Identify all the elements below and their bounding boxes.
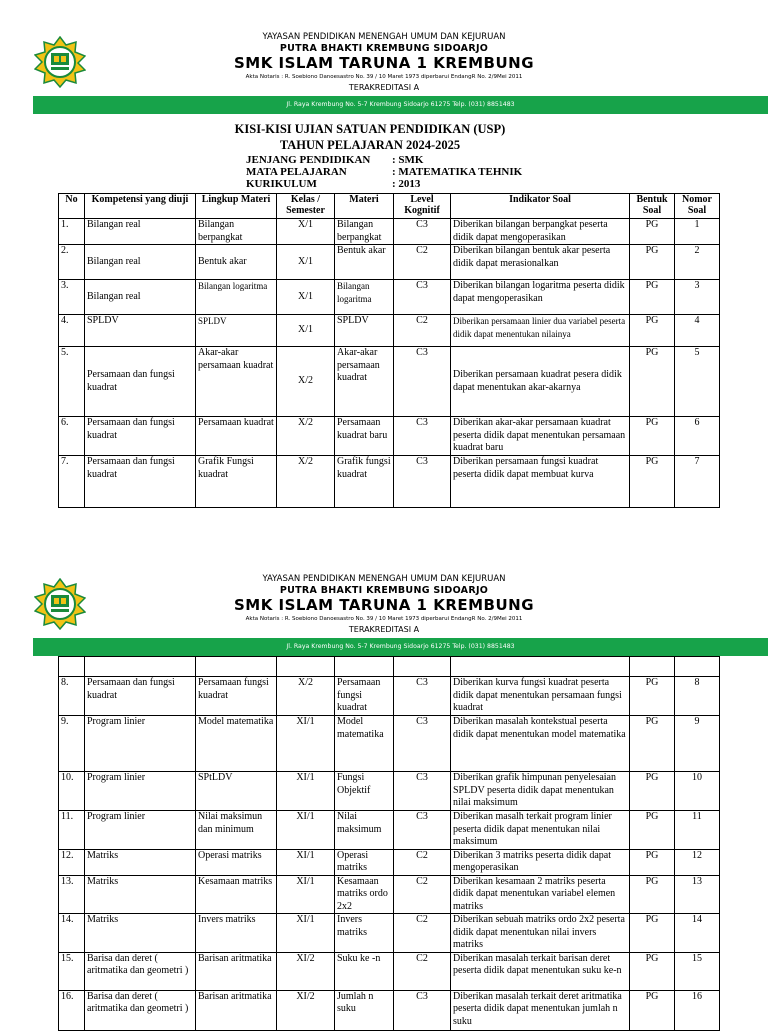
table-row bbox=[59, 716, 720, 772]
cell-kelas: X/2 bbox=[277, 347, 335, 417]
table-row bbox=[59, 914, 720, 953]
cell-materi: Bilangan logaritma bbox=[335, 280, 394, 315]
cell-level: C2 bbox=[394, 875, 451, 914]
cell-lingkup: Barisan aritmatika bbox=[196, 952, 277, 990]
cell-kelas: X/1 bbox=[277, 280, 335, 315]
col-header: Materi bbox=[335, 194, 394, 219]
cell-kompetensi: Bilangan real bbox=[85, 245, 196, 280]
meta-key: KURIKULUM bbox=[246, 178, 317, 190]
cell-kompetensi: Persamaan dan fungsi kuadrat bbox=[85, 677, 196, 716]
cell-kompetensi: Program linier bbox=[85, 811, 196, 850]
cell-lingkup: Kesamaan matriks bbox=[196, 875, 277, 914]
cell-materi: SPLDV bbox=[335, 315, 394, 347]
cell-lingkup: Operasi matriks bbox=[196, 849, 277, 875]
cell-kelas: X/1 bbox=[277, 245, 335, 280]
cell-bentuk: PG bbox=[630, 315, 675, 347]
meta-value: : 2013 bbox=[392, 178, 421, 190]
cell-kompetensi: Bilangan real bbox=[85, 219, 196, 245]
yayasan-line: YAYASAN PENDIDIKAN MENENGAH UMUM DAN KEJURUAN bbox=[262, 32, 506, 42]
col-header: Nomor Soal bbox=[675, 194, 720, 219]
cell-kelas: X/2 bbox=[277, 417, 335, 456]
cell-no: 6. bbox=[59, 417, 85, 456]
cell-kompetensi: Persamaan dan fungsi kuadrat bbox=[85, 417, 196, 456]
cell-indikator: Diberikan masalah terkait barisan deret peserta didik dapat menentukan suku ke-n bbox=[451, 952, 630, 990]
org-line: PUTRA BHAKTI KREMBUNG SIDOARJO bbox=[279, 585, 489, 596]
cell-indikator: Diberikan sebuah matriks ordo 2x2 peserta didik dapat menentukan nilai invers matriks bbox=[451, 914, 630, 953]
cell-indikator: Diberikan grafik himpunan penyelesaian SPLDV peserta didik dapat menentukan nilai maksimum bbox=[451, 772, 630, 811]
akreditasi-line: TERAKREDITASI A bbox=[348, 83, 420, 92]
cell-level: C3 bbox=[394, 417, 451, 456]
school-name: SMK ISLAM TARUNA 1 KREMBUNG bbox=[233, 596, 535, 614]
cell-kelas: XI/1 bbox=[277, 716, 335, 772]
cell-lingkup: SPLDV bbox=[196, 315, 277, 347]
cell-level: C3 bbox=[394, 716, 451, 772]
cell-bentuk: PG bbox=[630, 849, 675, 875]
col-header: Bentuk Soal bbox=[630, 194, 675, 219]
cell-indikator: Diberikan akar-akar persamaan kuadrat peserta didik dapat menentukan persamaan kuadrat baru bbox=[451, 417, 630, 456]
cell-indikator: Diberikan persamaan linier dua variabel peserta didik dapat menentukan nilainya bbox=[451, 315, 630, 347]
meta-key: JENJANG PENDIDIKAN bbox=[246, 154, 371, 166]
cell-nomor: 2 bbox=[675, 245, 720, 280]
meta-key: MATA PELAJARAN bbox=[246, 166, 347, 178]
cell-nomor: 7 bbox=[675, 456, 720, 508]
cell-nomor: 4 bbox=[675, 315, 720, 347]
cell-nomor: 6 bbox=[675, 417, 720, 456]
cell-lingkup: Model matematika bbox=[196, 716, 277, 772]
col-header: No bbox=[59, 194, 85, 219]
cell-materi: Persamaan kuadrat baru bbox=[335, 417, 394, 456]
cell-bentuk: PG bbox=[630, 245, 675, 280]
cell-lingkup: Bentuk akar bbox=[196, 245, 277, 280]
cell-kelas: XI/1 bbox=[277, 914, 335, 953]
cell-lingkup: Nilai maksimun dan minimum bbox=[196, 811, 277, 850]
cell-bentuk: PG bbox=[630, 952, 675, 990]
doc-subtitle: TAHUN PELAJARAN 2024-2025 bbox=[279, 138, 461, 152]
cell-indikator: Diberikan masalah kontekstual peserta didik dapat menentukan model matematika bbox=[451, 716, 630, 772]
cell-kompetensi: Program linier bbox=[85, 716, 196, 772]
kisi-table-page2 bbox=[58, 656, 720, 1031]
table-blank-row bbox=[59, 657, 720, 677]
col-header: Kompetensi yang diuji bbox=[85, 194, 196, 219]
cell-no: 8. bbox=[59, 677, 85, 716]
cell-no: 9. bbox=[59, 716, 85, 772]
cell-materi: Akar-akar persamaan kuadrat bbox=[335, 347, 394, 417]
kisi-table-page1 bbox=[58, 193, 720, 508]
cell-kompetensi: Barisa dan deret ( aritmatika dan geometri ) bbox=[85, 952, 196, 990]
meta-value: : MATEMATIKA TEHNIK bbox=[392, 166, 523, 178]
cell-bentuk: PG bbox=[630, 677, 675, 716]
akreditasi-line: TERAKREDITASI A bbox=[348, 625, 420, 634]
cell-no: 10. bbox=[59, 772, 85, 811]
cell-kompetensi: Persamaan dan fungsi kuadrat bbox=[85, 456, 196, 508]
cell-no: 5. bbox=[59, 347, 85, 417]
col-header: Indikator Soal bbox=[451, 194, 630, 219]
cell-level: C3 bbox=[394, 219, 451, 245]
cell-kompetensi: Matriks bbox=[85, 849, 196, 875]
cell-materi: Invers matriks bbox=[335, 914, 394, 953]
cell-nomor: 11 bbox=[675, 811, 720, 850]
cell-indikator: Diberikan kurva fungsi kuadrat peserta didik dapat menentukan persamaan fungsi kuadrat bbox=[451, 677, 630, 716]
cell-bentuk: PG bbox=[630, 219, 675, 245]
cell-kelas: XI/1 bbox=[277, 849, 335, 875]
cell-kelas: X/1 bbox=[277, 219, 335, 245]
yayasan-line: YAYASAN PENDIDIKAN MENENGAH UMUM DAN KEJURUAN bbox=[262, 574, 506, 584]
cell-kelas: X/1 bbox=[277, 315, 335, 347]
cell-indikator: Diberikan bilangan logaritma peserta didik dapat mengoperasikan bbox=[451, 280, 630, 315]
cell-bentuk: PG bbox=[630, 875, 675, 914]
table-row bbox=[59, 952, 720, 990]
cell-indikator: Diberikan 3 matriks peserta didik dapat mengoperasikan bbox=[451, 849, 630, 875]
akta-line: Akta Notaris : R. Soebiono Danoesastro No. 39 / 10 Maret 1973 diperbarui EndangR No. 2/9Mei 2011 bbox=[245, 74, 523, 80]
cell-lingkup: Persamaan fungsi kuadrat bbox=[196, 677, 277, 716]
table-row bbox=[59, 875, 720, 914]
cell-no: 12. bbox=[59, 849, 85, 875]
cell-level: C2 bbox=[394, 315, 451, 347]
address-band: Jl. Raya Krembung No. 5-7 Krembung Sidoarjo 61275 Telp. (031) 8851483 bbox=[33, 96, 768, 114]
col-header: Level Kognitif bbox=[394, 194, 451, 219]
cell-no: 16. bbox=[59, 990, 85, 1030]
cell-kelas: XI/2 bbox=[277, 952, 335, 990]
cell-bentuk: PG bbox=[630, 417, 675, 456]
cell-no: 1. bbox=[59, 219, 85, 245]
cell-indikator: Diberikan persamaan fungsi kuadrat peserta didik dapat membuat kurva bbox=[451, 456, 630, 508]
table-row bbox=[59, 219, 720, 245]
cell-materi: Suku ke -n bbox=[335, 952, 394, 990]
cell-kompetensi: Matriks bbox=[85, 914, 196, 953]
cell-indikator: Diberikan masalah terkait deret aritmatika peserta didik dapat menentukan jumlah n suku bbox=[451, 990, 630, 1030]
cell-nomor: 8 bbox=[675, 677, 720, 716]
col-header: Kelas / Semester bbox=[277, 194, 335, 219]
cell-materi: Grafik fungsi kuadrat bbox=[335, 456, 394, 508]
cell-bentuk: PG bbox=[630, 914, 675, 953]
cell-level: C3 bbox=[394, 347, 451, 417]
cell-materi: Jumlah n suku bbox=[335, 990, 394, 1030]
cell-kelas: X/2 bbox=[277, 677, 335, 716]
cell-no: 13. bbox=[59, 875, 85, 914]
table-row bbox=[59, 315, 720, 347]
doc-title: KISI-KISI UJIAN SATUAN PENDIDIKAN (USP) bbox=[234, 122, 506, 136]
cell-nomor: 15 bbox=[675, 952, 720, 990]
cell-indikator: Diberikan bilangan bentuk akar peserta didik dapat merasionalkan bbox=[451, 245, 630, 280]
table-row bbox=[59, 456, 720, 508]
cell-nomor: 5 bbox=[675, 347, 720, 417]
table-row bbox=[59, 677, 720, 716]
table-row bbox=[59, 849, 720, 875]
cell-nomor: 10 bbox=[675, 772, 720, 811]
cell-materi: Fungsi Objektif bbox=[335, 772, 394, 811]
org-line: PUTRA BHAKTI KREMBUNG SIDOARJO bbox=[279, 43, 489, 54]
cell-kelas: XI/1 bbox=[277, 772, 335, 811]
cell-lingkup: Barisan aritmatika bbox=[196, 990, 277, 1030]
cell-level: C2 bbox=[394, 245, 451, 280]
cell-indikator: Diberikan kesamaan 2 matriks peserta didik dapat menentukan variabel elemen matriks bbox=[451, 875, 630, 914]
table-row bbox=[59, 347, 720, 417]
cell-level: C3 bbox=[394, 456, 451, 508]
cell-kelas: XI/1 bbox=[277, 875, 335, 914]
cell-nomor: 16 bbox=[675, 990, 720, 1030]
cell-no: 15. bbox=[59, 952, 85, 990]
cell-bentuk: PG bbox=[630, 347, 675, 417]
cell-lingkup: Akar-akar persamaan kuadrat bbox=[196, 347, 277, 417]
cell-materi: Bilangan berpangkat bbox=[335, 219, 394, 245]
table-header-row bbox=[59, 194, 720, 219]
cell-nomor: 14 bbox=[675, 914, 720, 953]
address-band: Jl. Raya Krembung No. 5-7 Krembung Sidoarjo 61275 Telp. (031) 8851483 bbox=[33, 638, 768, 656]
cell-materi: Bentuk akar bbox=[335, 245, 394, 280]
cell-bentuk: PG bbox=[630, 811, 675, 850]
cell-materi: Operasi matriks bbox=[335, 849, 394, 875]
cell-kompetensi: SPLDV bbox=[85, 315, 196, 347]
cell-lingkup: Bilangan berpangkat bbox=[196, 219, 277, 245]
table-row bbox=[59, 280, 720, 315]
cell-nomor: 12 bbox=[675, 849, 720, 875]
cell-bentuk: PG bbox=[630, 990, 675, 1030]
cell-materi: Model matematika bbox=[335, 716, 394, 772]
table-row bbox=[59, 772, 720, 811]
school-name: SMK ISLAM TARUNA 1 KREMBUNG bbox=[233, 54, 535, 72]
cell-nomor: 3 bbox=[675, 280, 720, 315]
cell-kompetensi: Matriks bbox=[85, 875, 196, 914]
table-row bbox=[59, 417, 720, 456]
cell-materi: Persamaan fungsi kuadrat bbox=[335, 677, 394, 716]
table-row bbox=[59, 990, 720, 1030]
cell-bentuk: PG bbox=[630, 716, 675, 772]
cell-no: 2. bbox=[59, 245, 85, 280]
cell-no: 14. bbox=[59, 914, 85, 953]
cell-nomor: 13 bbox=[675, 875, 720, 914]
cell-kelas: XI/1 bbox=[277, 811, 335, 850]
cell-kompetensi: Bilangan real bbox=[85, 280, 196, 315]
cell-level: C2 bbox=[394, 849, 451, 875]
cell-indikator: Diberikan persamaan kuadrat pesera didik dapat menentukan akar-akarnya bbox=[451, 347, 630, 417]
col-header: Lingkup Materi bbox=[196, 194, 277, 219]
cell-lingkup: SPtLDV bbox=[196, 772, 277, 811]
cell-bentuk: PG bbox=[630, 456, 675, 508]
cell-indikator: Diberikan bilangan berpangkat peserta didik dapat mengoperasikan bbox=[451, 219, 630, 245]
cell-level: C2 bbox=[394, 914, 451, 953]
cell-bentuk: PG bbox=[630, 772, 675, 811]
cell-level: C3 bbox=[394, 280, 451, 315]
cell-no: 4. bbox=[59, 315, 85, 347]
table-row bbox=[59, 811, 720, 850]
cell-bentuk: PG bbox=[630, 280, 675, 315]
cell-no: 3. bbox=[59, 280, 85, 315]
cell-lingkup: Persamaan kuadrat bbox=[196, 417, 277, 456]
cell-level: C3 bbox=[394, 677, 451, 716]
cell-level: C3 bbox=[394, 772, 451, 811]
akta-line: Akta Notaris : R. Soebiono Danoesastro No. 39 / 10 Maret 1973 diperbarui EndangR No. 2/9Mei 2011 bbox=[245, 616, 523, 622]
cell-no: 7. bbox=[59, 456, 85, 508]
cell-nomor: 1 bbox=[675, 219, 720, 245]
cell-level: C3 bbox=[394, 990, 451, 1030]
cell-level: C3 bbox=[394, 811, 451, 850]
cell-lingkup: Grafik Fungsi kuadrat bbox=[196, 456, 277, 508]
cell-kelas: X/2 bbox=[277, 456, 335, 508]
cell-kelas: XI/2 bbox=[277, 990, 335, 1030]
cell-kompetensi: Program linier bbox=[85, 772, 196, 811]
cell-kompetensi: Persamaan dan fungsi kuadrat bbox=[85, 347, 196, 417]
cell-materi: Kesamaan matriks ordo 2x2 bbox=[335, 875, 394, 914]
cell-nomor: 9 bbox=[675, 716, 720, 772]
meta-value: : SMK bbox=[392, 154, 424, 166]
cell-indikator: Diberikan masalh terkait program linier peserta didik dapat menentukan nilai maksimum bbox=[451, 811, 630, 850]
cell-lingkup: Invers matriks bbox=[196, 914, 277, 953]
cell-materi: Nilai maksimum bbox=[335, 811, 394, 850]
cell-no: 11. bbox=[59, 811, 85, 850]
cell-level: C2 bbox=[394, 952, 451, 990]
table-row bbox=[59, 245, 720, 280]
cell-kompetensi: Barisa dan deret ( aritmatika dan geometri ) bbox=[85, 990, 196, 1030]
cell-lingkup: Bilangan logaritma bbox=[196, 280, 277, 315]
